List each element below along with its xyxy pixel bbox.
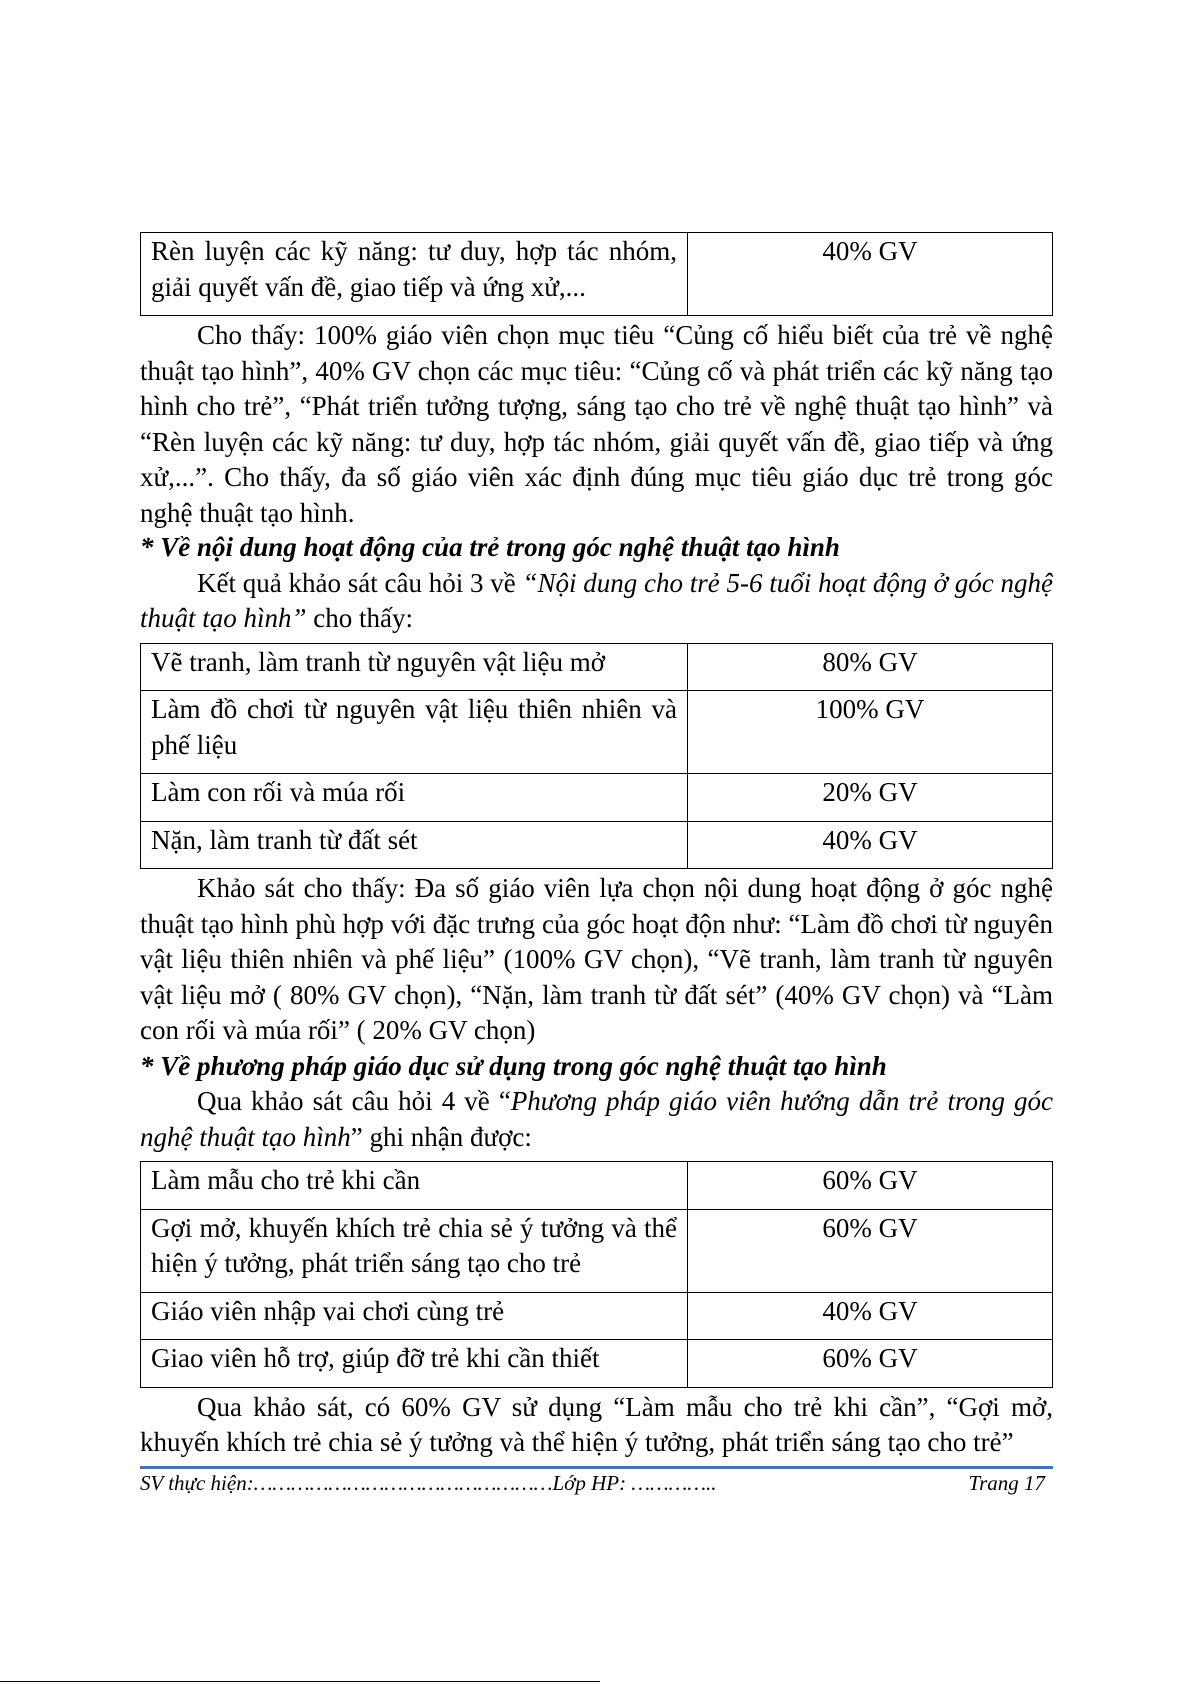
table-cell-value: 60% GV — [688, 1340, 1053, 1388]
table-cell-value: 60% GV — [688, 1209, 1053, 1292]
table-cell-label: Gợi mở, khuyến khích trẻ chia sẻ ý tưởng và thể hiện ý tưởng, phát triển sáng tạo cho trẻ — [141, 1209, 688, 1292]
intro-lead-text: Qua khảo sát câu hỏi 4 về “ — [197, 1086, 511, 1116]
paragraph-methods-intro — [140, 1084, 1053, 1155]
table-cell-value: 40% GV — [688, 1292, 1053, 1340]
table-cell-label: Giao viên hỗ trợ, giúp đỡ trẻ khi cần thiết — [141, 1340, 688, 1388]
table-row — [141, 1292, 1053, 1340]
table-row — [141, 1162, 1053, 1210]
intro-quote-text: “Nội dung cho trẻ 5-6 tuổi hoạt động ở góc nghệ thuật tạo hình” — [140, 567, 1053, 633]
bottom-rule — [0, 1681, 600, 1682]
page-content — [140, 232, 1053, 1461]
paragraph-content-summary: Khảo sát cho thấy: Đa số giáo viên lựa chọn nội dung hoạt động ở góc nghệ thuật tạo hình phù hợp với đặc trưng của góc hoạt độn như: “Làm đồ chơi từ nguyên vật liệu thiên nhiên và phế liệu” (100% GV chọn), “Vẽ tranh, làm tranh từ nguyên vật liệu mở ( 80% GV chọn), “Nặn, làm tranh từ đất sét” (40% GV chọn) và “Làm con rối và múa rối” ( 20% GV chọn) — [140, 873, 1053, 1045]
intro-lead-text: Kết quả khảo sát câu hỏi 3 về — [197, 567, 523, 598]
table-row — [141, 1340, 1053, 1388]
table-row — [141, 821, 1053, 869]
section-heading-methods: * Về phương pháp giáo dục sử dụng trong góc nghệ thuật tạo hình — [140, 1050, 887, 1081]
objectives-table — [140, 232, 1053, 316]
table-row — [141, 233, 1053, 316]
intro-tail-text: ” ghi nhận được: — [350, 1121, 532, 1152]
table-cell-value: 100% GV — [688, 691, 1053, 774]
table-row — [141, 691, 1053, 774]
table-cell-label: Làm đồ chơi từ nguyên vật liệu thiên nhiên và phế liệu — [141, 691, 688, 774]
paragraph-methods-summary: Qua khảo sát, có 60% GV sử dụng “Làm mẫu cho trẻ khi cần”, “Gợi mở, khuyến khích trẻ chia sẻ ý tưởng và thể hiện ý tưởng, phát triển sáng tạo cho trẻ” — [140, 1391, 1053, 1457]
table-cell-label: Vẽ tranh, làm tranh từ nguyên vật liệu mở — [141, 643, 688, 691]
table-row — [141, 643, 1053, 691]
intro-tail-text: cho thấy: — [306, 603, 414, 633]
page-number: Trang 17 — [968, 1471, 1045, 1495]
table-cell-label: Rèn luyện các kỹ năng: tư duy, hợp tác nhóm, giải quyết vấn đề, giao tiếp và ứng xử,... — [141, 233, 688, 316]
methods-table — [140, 1161, 1053, 1388]
intro-quote-text: Phương pháp giáo viên hướng dẫn trẻ trong góc nghệ thuật tạo hình — [140, 1086, 1053, 1152]
paragraph-content-intro — [140, 566, 1053, 637]
table-cell-label: Giáo viên nhập vai chơi cùng trẻ — [141, 1292, 688, 1340]
table-cell-value: 40% GV — [688, 821, 1053, 869]
section-heading-content: * Về nội dung hoạt động của trẻ trong góc nghệ thuật tạo hình — [140, 532, 840, 562]
content-table — [140, 643, 1053, 870]
table-cell-value: 80% GV — [688, 643, 1053, 691]
table-row — [141, 1209, 1053, 1292]
table-cell-label: Làm mẫu cho trẻ khi cần — [141, 1162, 688, 1210]
table-cell-value: 20% GV — [688, 774, 1053, 822]
table-cell-value: 60% GV — [688, 1162, 1053, 1210]
footer-student-info: SV thực hiện:…………………………………………Lớp HP: ………….. — [140, 1471, 717, 1495]
paragraph-objectives-summary: Cho thấy: 100% giáo viên chọn mục tiêu “Củng cố hiểu biết của trẻ về nghệ thuật tạo hình”, 40% GV chọn các mục tiêu: “Củng cố và phát triển các kỹ năng tạo hình cho trẻ”, “Phát triển tưởng tượng, sáng tạo cho trẻ về nghệ thuật tạo hình” và “Rèn luyện các kỹ năng: tư duy, hợp tác nhóm, giải quyết vấn đề, giao tiếp và ứng xử,...”. Cho thấy, đa số giáo viên xác định đúng mục tiêu giáo dục trẻ trong góc nghệ thuật tạo hình. — [140, 320, 1053, 528]
table-cell-label: Làm con rối và múa rối — [141, 774, 688, 822]
table-row — [141, 774, 1053, 822]
page-footer — [140, 1470, 1045, 1496]
table-cell-label: Nặn, làm tranh từ đất sét — [141, 821, 688, 869]
footer-divider — [140, 1466, 1053, 1469]
table-cell-value: 40% GV — [688, 233, 1053, 316]
